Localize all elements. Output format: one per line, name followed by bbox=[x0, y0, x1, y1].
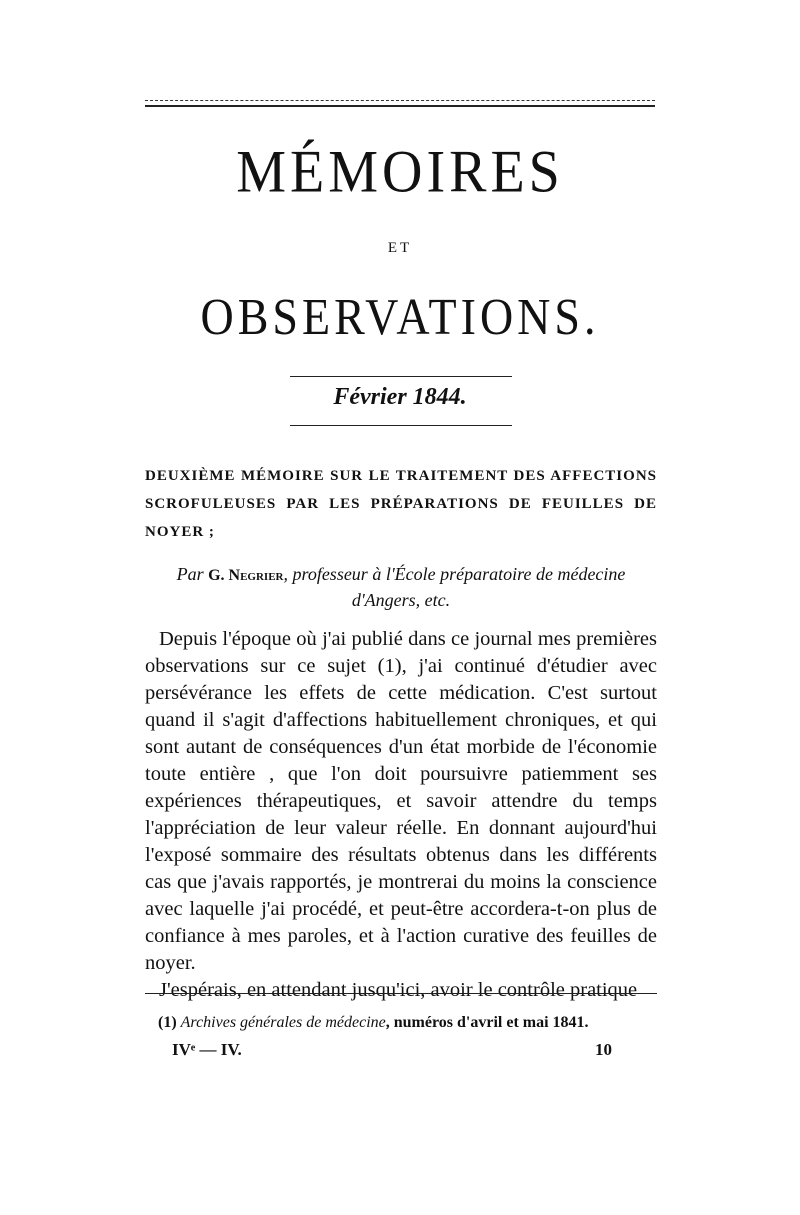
author-prefix: Par bbox=[176, 564, 204, 584]
page-number: 10 bbox=[595, 1040, 612, 1059]
memoir-title-line: SCROFULEUSES PAR LES PRÉPARATIONS DE FEUILLES DE bbox=[145, 496, 657, 512]
footnote bbox=[158, 1014, 658, 1032]
date-rule-top bbox=[290, 376, 512, 377]
footnote-rest: , numéros d'avril et mai 1841. bbox=[385, 1014, 589, 1031]
top-rule-dashed bbox=[145, 100, 655, 101]
section-title-memoires: MÉMOIRES bbox=[236, 138, 564, 206]
page-signature bbox=[172, 1040, 612, 1060]
author-title: , professeur à l'École préparatoire de médecine bbox=[283, 564, 626, 584]
body-paragraph: Depuis l'époque où j'ai publié dans ce journal mes premières observations sur ce sujet (1), j'ai continué d'étudier avec persévérance les effets de cette médication. C'est surtout quand il s'agit d'affections habituellement chroniques, et qui sont autant de conséquences d'un état morbide de l'économie toute entière , que l'on doit poursuivre patiemment ses expériences thérapeutiques, et savoir attendre du temps l'appréciation de leur valeur réelle. En donnant aujourd'hui l'exposé sommaire des résultats obtenus dans les différents cas que j'avais rapportés, je montrerai du moins la conscience avec laquelle j'ai procédé, et peut-être accordera-t-on plus de confiance à mes paroles, et à l'action curative des feuilles de noyer. bbox=[145, 628, 657, 974]
author-byline bbox=[145, 562, 657, 612]
section-title-observations: OBSERVATIONS. bbox=[200, 287, 600, 346]
footnote-rule bbox=[145, 993, 657, 994]
section-title-et: ET bbox=[387, 240, 413, 256]
body-text bbox=[145, 626, 657, 1004]
volume-signature: IVᵉ — IV. bbox=[172, 1040, 242, 1059]
author-line-2: d'Angers, etc. bbox=[351, 590, 451, 610]
memoir-title bbox=[145, 462, 657, 546]
footnote-marker: (1) bbox=[158, 1014, 177, 1031]
date-rule-bottom bbox=[290, 425, 512, 426]
footnote-journal: Archives générales de médecine bbox=[180, 1014, 386, 1031]
author-line-1 bbox=[145, 562, 657, 588]
body-paragraph: J'espérais, en attendant jusqu'ici, avoir le contrôle pratique bbox=[159, 979, 638, 1001]
memoir-title-line: NOYER ; bbox=[145, 524, 215, 540]
issue-date: Février 1844. bbox=[333, 384, 467, 410]
top-double-rule bbox=[145, 100, 655, 110]
memoir-title-line: DEUXIÈME MÉMOIRE SUR LE TRAITEMENT DES AFFECTIONS bbox=[145, 468, 657, 484]
top-rule-solid bbox=[145, 105, 655, 107]
author-name: G. Negrier bbox=[208, 567, 284, 584]
